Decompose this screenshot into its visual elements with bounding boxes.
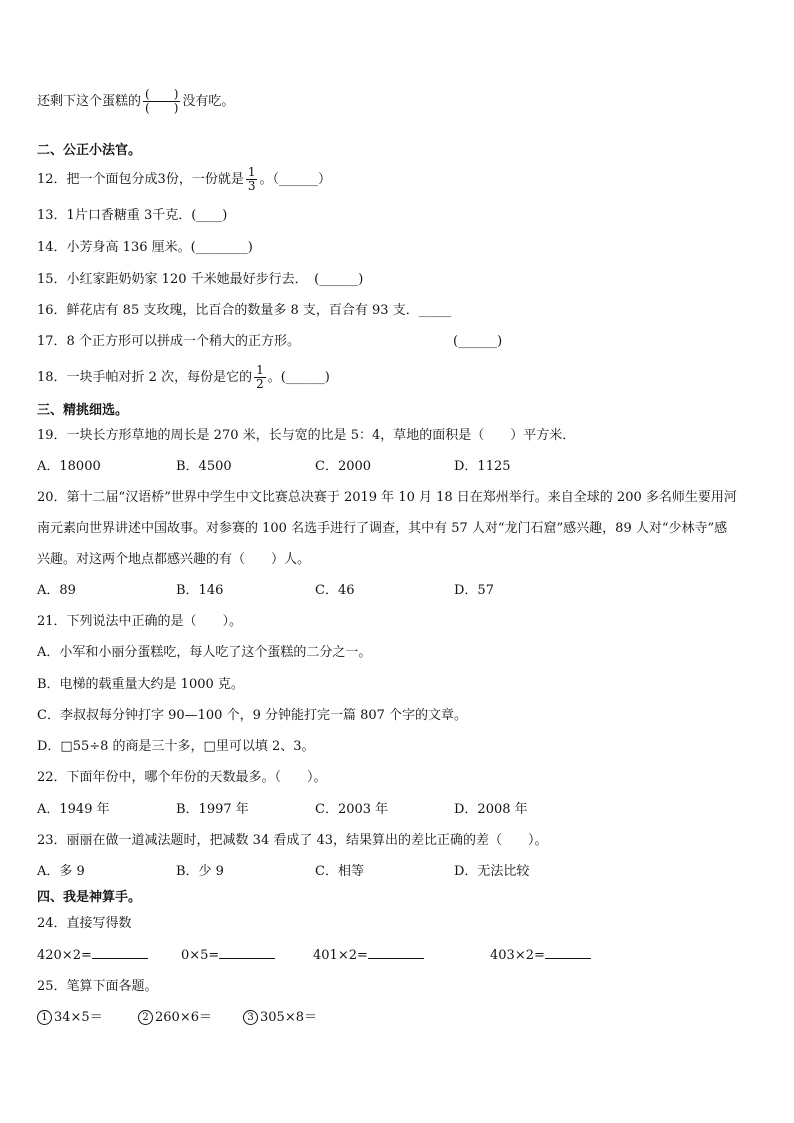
question-22: 22．下面年份中，哪个年份的天数最多。（ ）。 (37, 770, 327, 785)
q24-item-3-answer[interactable] (368, 947, 424, 959)
question-24: 24．直接写得数 (37, 916, 132, 931)
q19-option-b[interactable]: B．4500 (176, 459, 232, 474)
q21-option-a[interactable]: A．小军和小丽分蛋糕吃，每人吃了这个蛋糕的二分之一。 (37, 645, 372, 660)
circled-number-3: 3 (243, 1010, 258, 1025)
q20-option-d[interactable]: D．57 (454, 583, 494, 598)
q24-item-3-expr: 401×2= (313, 948, 368, 963)
q24-item-2-expr: 0×5= (181, 948, 220, 963)
question-20-line-1: 20．第十二届“汉语桥”世界中学生中文比赛总决赛于 2019 年 10 月 18 日在郑州举行。来自全球的 200 多名师生要用河 (37, 490, 737, 505)
section-4-title: 四、我是神算手。 (37, 890, 142, 905)
section-3-title: 三、精挑细选。 (37, 403, 129, 418)
q18-denominator: 2 (256, 377, 264, 391)
question-15: 15．小红家距奶奶家 120 千米她最好步行去． (______) (37, 272, 364, 287)
q24-item-1 (37, 947, 148, 964)
q23-option-a[interactable]: A．多 9 (37, 864, 85, 879)
q25-item-2 (138, 1010, 212, 1026)
q24-item-2 (181, 947, 275, 964)
q11-text-end: 没有吃。 (182, 94, 235, 109)
q24-item-1-expr: 420×2= (37, 948, 92, 963)
q12-fraction (246, 166, 258, 193)
q12-text: 12．把一个面包分成3份，一份就是 (37, 172, 244, 187)
question-25: 25．笔算下面各题。 (37, 979, 158, 994)
q18-fraction (254, 364, 266, 391)
q21-option-b[interactable]: B．电梯的载重量大约是 1000 克。 (37, 677, 244, 692)
question-23: 23．丽丽在做一道减法题时，把减数 34 看成了 43，结果算出的差比正确的差（ ）。 (37, 833, 548, 848)
circled-number-1: 1 (37, 1010, 52, 1025)
question-19: 19．一块长方形草地的周长是 270 米，长与宽的比是 5：4，草地的面积是（ ）平方米． (37, 428, 576, 443)
q22-option-b[interactable]: B．1997 年 (176, 802, 249, 817)
question-14: 14．小芳身高 136 厘米。(________) (37, 240, 253, 255)
question-12 (37, 166, 331, 193)
section-2-title: 二、公正小法官。 (37, 143, 142, 158)
q11-text: 还剩下这个蛋糕的 (37, 94, 142, 109)
q18-numerator: 1 (256, 363, 264, 377)
question-13: 13．1片口香糖重 3千克．(____) (37, 208, 228, 223)
q11-fraction (143, 88, 180, 115)
q11-numerator-blank[interactable]: ( ) (145, 87, 179, 101)
q24-item-2-answer[interactable] (219, 947, 275, 959)
q23-option-b[interactable]: B．少 9 (176, 864, 224, 879)
q25-item-1-expr: 34×5＝ (54, 1010, 103, 1025)
q22-option-c[interactable]: C．2003 年 (315, 802, 389, 817)
q11-tail (37, 88, 234, 115)
q24-item-4 (490, 947, 591, 964)
q21-option-c[interactable]: C．李叔叔每分钟打字 90—100 个，9 分钟能打完一篇 807 个字的文章。 (37, 708, 468, 723)
q24-item-3 (313, 947, 424, 964)
q23-option-c[interactable]: C．相等 (315, 864, 364, 879)
question-16: 16．鲜花店有 85 支玫瑰，比百合的数量多 8 支，百合有 93 支．_____ (37, 303, 452, 318)
q25-item-1 (37, 1010, 103, 1026)
q18-text: 18．一块手帕对折 2 次，每份是它的 (37, 370, 253, 385)
q21-option-d[interactable]: D．□55÷8 的商是三十多，□里可以填 2、3。 (37, 739, 315, 754)
circled-number-2: 2 (138, 1010, 153, 1025)
q12-denominator: 3 (247, 179, 256, 193)
question-21: 21．下列说法中正确的是（ ）。 (37, 614, 243, 629)
q18-answer-blank[interactable]: 。(______) (267, 370, 330, 385)
q12-answer-blank[interactable]: 。（______） (259, 172, 331, 187)
q19-option-a[interactable]: A．18000 (37, 459, 101, 474)
q11-denominator-blank[interactable]: ( ) (145, 101, 179, 115)
question-20-line-2: 南元素向世界讲述中国故事。对参赛的 100 名选手进行了调查，其中有 57 人对“龙门石窟”感兴趣，89 人对“少林寺”感 (37, 521, 728, 536)
q17-answer-blank[interactable]: (______) (453, 334, 503, 349)
q19-option-c[interactable]: C．2000 (315, 459, 372, 474)
q23-option-d[interactable]: D．无法比较 (454, 864, 530, 879)
q25-item-3 (243, 1010, 317, 1026)
q24-item-4-answer[interactable] (545, 947, 591, 959)
q20-option-c[interactable]: C．46 (315, 583, 355, 598)
q25-item-2-expr: 260×6＝ (155, 1010, 212, 1025)
q20-option-b[interactable]: B．146 (176, 583, 224, 598)
q12-numerator: 1 (247, 165, 256, 179)
question-20-line-3: 兴趣。对这两个地点都感兴趣的有（ ）人。 (37, 552, 311, 567)
q22-option-d[interactable]: D．2008 年 (454, 802, 528, 817)
question-18 (37, 364, 330, 391)
q19-option-d[interactable]: D．1125 (454, 459, 511, 474)
question-17: 17．8 个正方形可以拼成一个稍大的正方形。 (37, 334, 300, 349)
q20-option-a[interactable]: A．89 (37, 583, 76, 598)
q25-item-3-expr: 305×8＝ (260, 1010, 317, 1025)
q24-item-4-expr: 403×2= (490, 948, 545, 963)
q24-item-1-answer[interactable] (92, 947, 148, 959)
q22-option-a[interactable]: A．1949 年 (37, 802, 110, 817)
